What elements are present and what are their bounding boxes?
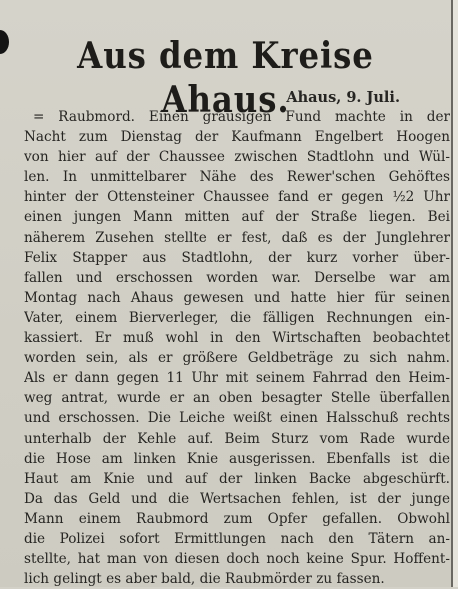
article-line: die Hose am linken Knie ausgerissen. Ebenfalls ist die xyxy=(24,450,450,467)
article-line: worden sein, als er größere Geldbeträge zu sich nahm. xyxy=(24,350,450,367)
article-line: len. In unmittelbarer Nähe des Rewer'schen Gehöftes xyxy=(24,169,450,186)
article-line: Montag nach Ahaus gewesen und hatte hier für seinen xyxy=(24,289,450,306)
article-dateline: Ahaus, 9. Juli. xyxy=(286,89,400,106)
article-line: unterhalb der Kehle auf. Beim Sturz vom Rade wurde xyxy=(24,430,450,447)
article-line: Haut am Knie und auf der linken Backe abgeschürft. xyxy=(24,470,450,487)
article-line: Mann einem Raubmord zum Opfer gefallen. Obwohl xyxy=(24,510,450,527)
article-line: Felix Stapper aus Stadtlohn, der kurz vorher über- xyxy=(24,249,450,266)
article-line: hinter der Ottensteiner Chaussee fand er gegen ½2 Uhr xyxy=(24,189,450,206)
article-headline: Aus dem Kreise Ahaus. xyxy=(77,35,374,121)
page-edge xyxy=(453,0,458,587)
article-line: von hier auf der Chaussee zwischen Stadtlohn und Wül- xyxy=(24,149,450,166)
article-line: Vater, einem Bierverleger, die fälligen Rechnungen ein- xyxy=(24,309,450,326)
article-line: fallen und erschossen worden war. Derselbe war am xyxy=(24,269,450,286)
article-line: näherem Zusehen stellte er fest, daß es der Junglehrer xyxy=(24,229,450,246)
article-line: lich gelingt es aber bald, die Raubmörder zu fassen. xyxy=(24,571,385,588)
article-line: Da das Geld und die Wertsachen fehlen, ist der junge xyxy=(24,490,450,507)
article-line: einen jungen Mann mitten auf der Straße liegen. Bei xyxy=(24,209,450,226)
article-line: Nacht zum Dienstag der Kaufmann Engelbert Hoogen xyxy=(24,129,450,146)
punch-hole xyxy=(0,30,9,54)
article-body xyxy=(24,107,450,589)
article-line: stellte, hat man von diesen doch noch keine Spur. Hoffent- xyxy=(24,551,450,568)
article-line: = Raubmord. Einen grausigen Fund machte in der xyxy=(33,109,450,125)
article-line: Als er dann gegen 11 Uhr mit seinem Fahrrad den Heim- xyxy=(24,370,450,387)
article-line: kassiert. Er muß wohl in den Wirtschaften beobachtet xyxy=(24,330,450,347)
article-line: und erschossen. Die Leiche weißt einen Halsschuß rechts xyxy=(24,410,450,427)
article-line: weg antrat, wurde er an oben besagter Stelle überfallen xyxy=(24,390,450,407)
article-line: die Polizei sofort Ermittlungen nach den Tätern an- xyxy=(24,530,450,547)
